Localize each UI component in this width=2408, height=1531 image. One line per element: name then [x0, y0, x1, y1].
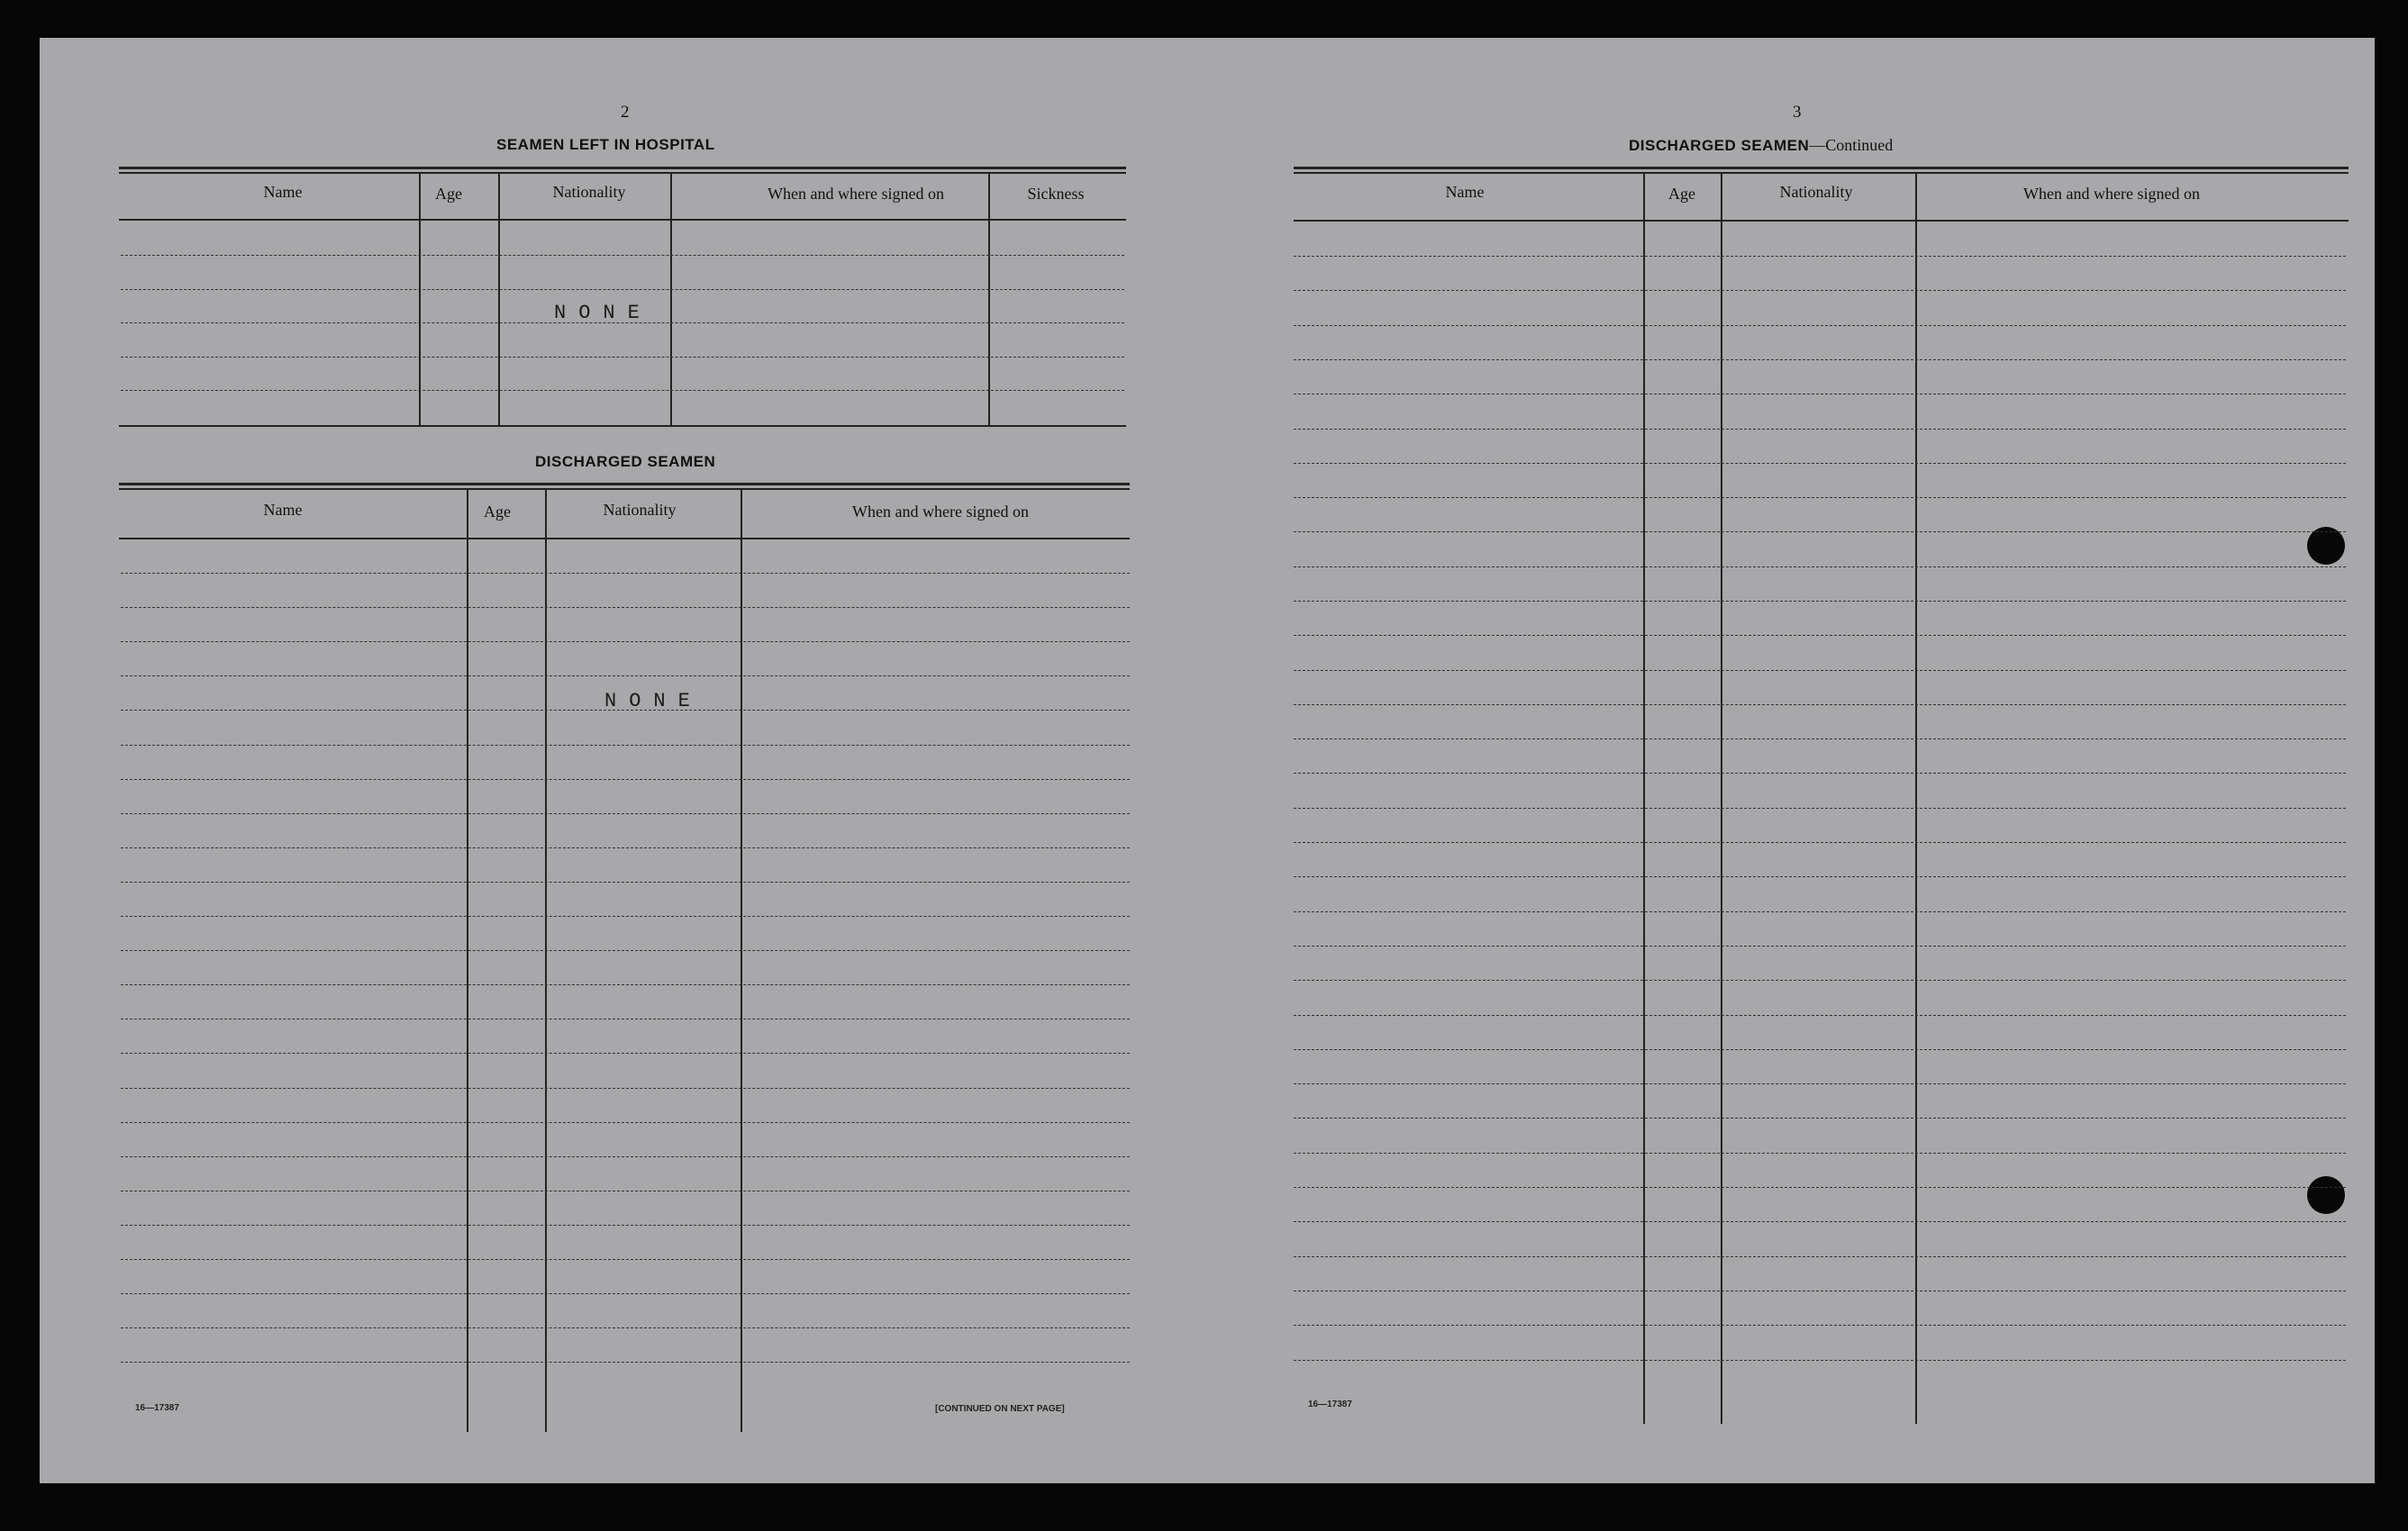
right-discharged-row-rule	[1294, 1221, 2346, 1222]
right-discharged-row-rule	[1294, 635, 2346, 636]
discharged-col-name: Name	[263, 501, 303, 519]
document-sheet	[40, 38, 2375, 1483]
right-discharged-row-rule	[1294, 1118, 2346, 1119]
discharged-row-rule	[121, 1225, 1130, 1226]
punch-hole-bottom	[2307, 1176, 2345, 1214]
right-discharged-row-rule	[1294, 1015, 2346, 1016]
right-table-top-rule-2	[1294, 172, 2349, 174]
discharged-col-signed-on: When and where signed on	[852, 503, 1029, 521]
hospital-divider-2	[498, 172, 500, 426]
right-discharged-row-rule	[1294, 497, 2346, 498]
discharged-row-rule	[121, 882, 1130, 883]
discharged-row-rule	[121, 847, 1130, 848]
hospital-section-title: SEAMEN LEFT IN HOSPITAL	[496, 136, 715, 153]
discharged-table-top-rule-2	[119, 488, 1130, 490]
hospital-row-rule	[121, 255, 1124, 256]
discharged-row-rule	[121, 1156, 1130, 1157]
discharged-col-age: Age	[484, 503, 511, 521]
hospital-divider-4	[988, 172, 990, 426]
right-discharged-row-rule	[1294, 463, 2346, 464]
hospital-table-header-rule	[119, 219, 1126, 221]
right-col-age: Age	[1668, 185, 1695, 203]
right-discharged-row-rule	[1294, 738, 2346, 739]
right-discharged-row-rule	[1294, 1187, 2346, 1188]
discharged-row-rule	[121, 1327, 1130, 1328]
hospital-table-top-rule-2	[119, 172, 1126, 174]
hospital-col-sickness: Sickness	[1027, 185, 1085, 203]
discharged-row-rule	[121, 573, 1130, 574]
discharged-row-rule	[121, 1088, 1130, 1089]
right-form-number: 16—17387	[1308, 1400, 1352, 1409]
right-discharged-row-rule	[1294, 704, 2346, 705]
right-discharged-row-rule	[1294, 1325, 2346, 1326]
hospital-row-rule	[121, 289, 1124, 290]
right-discharged-row-rule	[1294, 946, 2346, 947]
right-discharged-row-rule	[1294, 566, 2346, 567]
discharged-row-rule	[121, 916, 1130, 917]
discharged-row-rule	[121, 1293, 1130, 1294]
hospital-col-signed-on: When and where signed on	[768, 185, 944, 203]
discharged-row-rule	[121, 1053, 1130, 1054]
right-discharged-row-rule	[1294, 911, 2346, 912]
right-title-suffix: —Continued	[1809, 136, 1894, 154]
discharged-row-rule	[121, 710, 1130, 711]
discharged-row-rule	[121, 1122, 1130, 1123]
right-title-main: DISCHARGED SEAMEN	[1629, 137, 1810, 154]
discharged-col-nationality: Nationality	[603, 501, 677, 519]
right-table-header-rule	[1294, 220, 2349, 222]
right-discharged-row-rule	[1294, 876, 2346, 877]
right-discharged-row-rule	[1294, 531, 2346, 532]
discharged-row-rule	[121, 641, 1130, 642]
discharged-section-title: DISCHARGED SEAMEN	[535, 453, 716, 470]
right-discharged-row-rule	[1294, 1256, 2346, 1257]
right-section-title	[1629, 136, 1893, 155]
right-col-name: Name	[1445, 183, 1485, 201]
hospital-row-rule	[121, 390, 1124, 391]
hospital-table-top-rule	[119, 167, 1126, 169]
continued-note: [CONTINUED ON NEXT PAGE]	[935, 1404, 1065, 1414]
right-discharged-row-rule	[1294, 1049, 2346, 1050]
right-discharged-row-rule	[1294, 670, 2346, 671]
discharged-row-rule	[121, 779, 1130, 780]
left-form-number: 16—17387	[135, 1403, 179, 1413]
discharged-row-rule	[121, 950, 1130, 951]
discharged-divider-2	[545, 488, 547, 1432]
right-discharged-row-rule	[1294, 773, 2346, 774]
right-discharged-row-rule	[1294, 601, 2346, 602]
discharged-row-rule	[121, 1362, 1130, 1363]
right-discharged-row-rule	[1294, 325, 2346, 326]
hospital-table-bottom-rule	[119, 425, 1126, 427]
right-discharged-row-rule	[1294, 256, 2346, 257]
right-discharged-row-rule	[1294, 1083, 2346, 1084]
discharged-table-top-rule	[119, 483, 1130, 485]
discharged-row-rule	[121, 1259, 1130, 1260]
right-table-top-rule	[1294, 167, 2349, 169]
left-page-number: 2	[621, 103, 630, 122]
discharged-table-header-rule	[119, 538, 1130, 539]
right-page-number: 3	[1793, 103, 1802, 122]
hospital-row-rule	[121, 357, 1124, 358]
right-discharged-row-rule	[1294, 980, 2346, 981]
right-discharged-row-rule	[1294, 429, 2346, 430]
hospital-divider-3	[670, 172, 672, 426]
right-col-nationality: Nationality	[1779, 183, 1853, 201]
right-discharged-row-rule	[1294, 359, 2346, 360]
discharged-row-rule	[121, 813, 1130, 814]
right-col-signed-on: When and where signed on	[2023, 185, 2200, 203]
hospital-divider-1	[419, 172, 421, 426]
right-discharged-row-rule	[1294, 842, 2346, 843]
discharged-row-rule	[121, 984, 1130, 985]
discharged-divider-3	[741, 488, 742, 1432]
discharged-row-rule	[121, 745, 1130, 746]
hospital-col-nationality: Nationality	[552, 183, 626, 201]
discharged-none-entry: NONE	[604, 690, 703, 712]
right-discharged-row-rule	[1294, 1153, 2346, 1154]
right-discharged-row-rule	[1294, 808, 2346, 809]
discharged-row-rule	[121, 675, 1130, 676]
right-discharged-row-rule	[1294, 290, 2346, 291]
hospital-none-entry: NONE	[554, 302, 652, 324]
punch-hole-top	[2307, 527, 2345, 565]
hospital-row-rule	[121, 322, 1124, 323]
hospital-col-name: Name	[263, 183, 303, 201]
discharged-divider-1	[467, 488, 468, 1432]
discharged-row-rule	[121, 607, 1130, 608]
hospital-col-age: Age	[435, 185, 462, 203]
right-discharged-row-rule	[1294, 1360, 2346, 1361]
